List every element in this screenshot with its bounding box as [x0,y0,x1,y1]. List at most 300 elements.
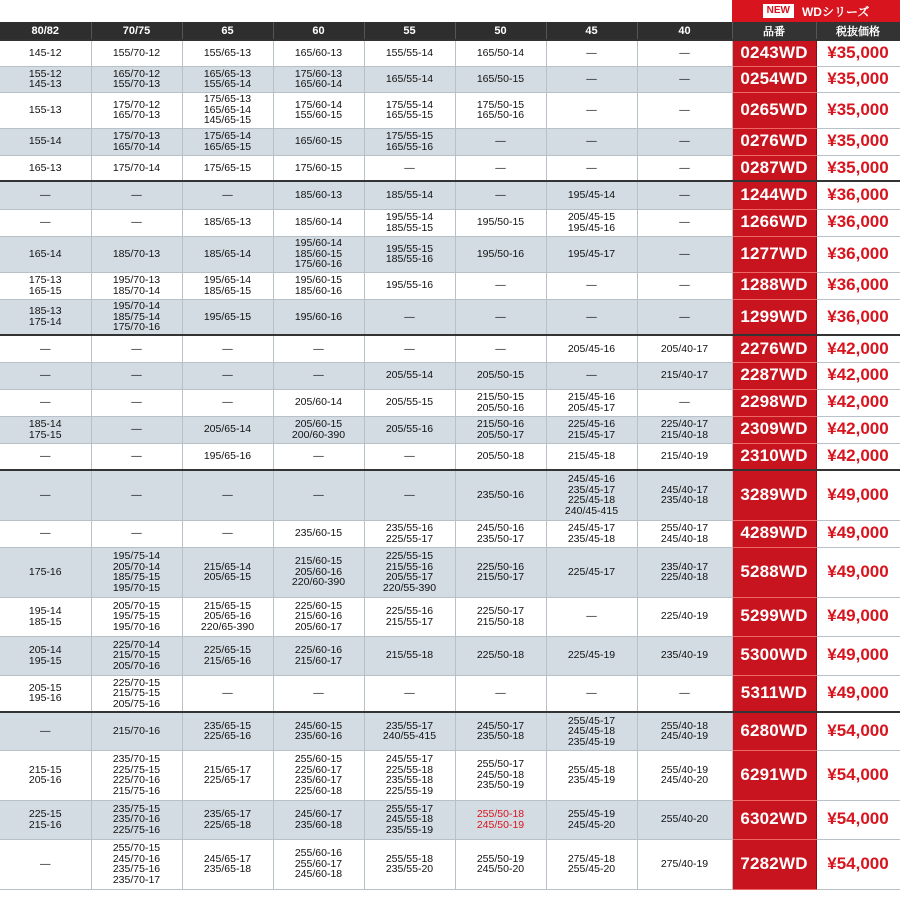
size-value: 195-16 [28,692,62,705]
table-row [0,362,900,389]
size-value: 175/50-15 [476,98,525,111]
size-cell [182,750,273,800]
size-cell [0,636,91,675]
size-cell [91,597,182,636]
size-value: 185/65-14 [203,247,252,260]
price: ¥54,000 [816,712,900,750]
size-cell [273,299,364,335]
size-value: 255/45-17 [567,714,616,727]
size-value: 235/45-19 [567,774,616,786]
size-value: 185/60-15 [294,247,343,260]
size-value: — [404,687,415,699]
size-cell [637,155,732,181]
table-row [0,272,900,299]
size-value: 245/50-18 [476,768,525,781]
size-cell [182,335,273,362]
size-cell [364,128,455,155]
size-value: 225/65-16 [203,730,252,743]
size-value: — [679,72,690,85]
part-number: 0287WD [732,155,816,181]
size-value: 235/50-16 [476,489,525,501]
size-value: 185/75-15 [112,571,161,583]
size-value: 235/65-15 [203,719,252,732]
size-value: 145/65-15 [203,114,252,127]
size-value: 205/55-16 [385,423,434,436]
size-value: 165/70-13 [112,109,161,121]
size-value: 205-16 [28,774,62,786]
size-value: 215/75-15 [112,687,161,699]
size-value: 195/70-15 [112,581,161,594]
size-value: — [586,47,597,59]
size-value: 225/65-15 [203,644,252,656]
size-value: 205/45-16 [567,342,616,355]
size-cell [91,839,182,889]
size-value: 215/40-17 [660,369,709,382]
price: ¥54,000 [816,839,900,889]
size-value: — [131,489,142,501]
size-value: 175/60-13 [294,67,343,80]
table-row [0,155,900,181]
size-value: 215/50-15 [476,391,525,403]
price: ¥35,000 [816,66,900,92]
size-value: 195/60-14 [294,237,343,250]
size-value: 165/70-12 [112,67,161,80]
size-cell [0,712,91,750]
size-value: 215/65-15 [203,599,252,612]
table-row [0,839,900,889]
table-row [0,675,900,712]
part-number: 0254WD [732,66,816,92]
size-cell [91,272,182,299]
size-cell [364,209,455,236]
size-value: 245/45-16 [567,473,616,486]
size-value: 175-15 [28,428,62,441]
size-cell [637,547,732,597]
size-table [0,22,900,890]
size-cell [91,299,182,335]
size-value: 175-14 [28,315,62,328]
price: ¥42,000 [816,389,900,416]
size-cell [455,362,546,389]
size-value: 275/45-18 [567,852,616,865]
size-value: — [404,489,415,501]
part-number: 5299WD [732,597,816,636]
size-cell [364,181,455,209]
size-cell [364,92,455,128]
size-value: — [586,161,597,174]
size-value: 195-14 [28,605,62,617]
table-row [0,416,900,443]
size-cell [0,66,91,92]
header-row [0,22,900,40]
table-row [0,389,900,416]
size-value: 185-13 [28,305,62,318]
part-number: 6302WD [732,800,816,839]
part-number: 1266WD [732,209,816,236]
size-cell [364,416,455,443]
size-value: 195/45-16 [567,221,616,234]
size-value: 215/45-17 [567,428,616,441]
size-value: 235/40-17 [660,560,709,573]
size-cell [455,40,546,66]
size-cell [0,236,91,272]
size-value: 200/60-390 [291,428,346,441]
col-header-price: 税抜価格 [816,22,900,40]
size-value: 195/70-16 [112,620,161,633]
size-value: 235/55-16 [385,522,434,534]
size-cell [273,181,364,209]
size-value: — [586,135,597,148]
size-value: 215/60-16 [294,610,343,623]
size-value: 245/40-20 [660,774,709,786]
size-value: 225/60-16 [294,644,343,656]
size-cell [91,92,182,128]
size-cell [0,335,91,362]
size-value: 165/70-14 [112,140,161,153]
size-value: 235/50-18 [476,730,525,743]
size-cell [273,547,364,597]
size-cell [182,209,273,236]
size-value: — [495,161,506,174]
size-cell [364,800,455,839]
price: ¥49,000 [816,520,900,547]
size-value: 175/65-13 [203,93,252,106]
size-value: 255/50-17 [476,758,525,771]
size-cell [0,470,91,520]
size-value: 165/60-13 [294,47,343,59]
size-cell [91,236,182,272]
size-value: 225/40-18 [660,571,709,583]
size-value: 240/45-415 [564,504,619,517]
size-cell [455,470,546,520]
table-row [0,443,900,470]
size-value: — [586,103,597,116]
size-value: — [40,450,51,462]
size-value: 205/55-14 [385,369,434,382]
size-cell [637,92,732,128]
size-value: 255/60-17 [294,857,343,870]
size-cell [182,92,273,128]
size-cell [182,416,273,443]
size-value: 185/70-14 [112,284,161,297]
size-value: 165/60-15 [294,135,343,148]
size-cell [546,636,637,675]
size-cell [546,675,637,712]
size-cell [273,128,364,155]
size-value: — [313,369,324,382]
size-value: 205/70-15 [112,599,161,612]
size-cell [273,272,364,299]
size-cell [364,272,455,299]
size-value: — [40,342,51,355]
size-cell [182,40,273,66]
size-cell [637,335,732,362]
size-value: — [131,189,142,201]
size-cell [364,389,455,416]
size-value: — [131,396,142,409]
size-cell [546,209,637,236]
size-value: — [679,189,690,201]
size-cell [546,272,637,299]
size-cell [546,299,637,335]
size-value: 220/60-390 [291,576,346,589]
size-value: 245/40-19 [660,730,709,743]
size-value: 175/65-14 [203,130,252,142]
table-row [0,335,900,362]
size-value: — [586,310,597,323]
size-value: 235/60-18 [294,818,343,831]
size-value: — [40,396,51,409]
size-value: — [40,189,51,201]
size-value: 155-14 [28,135,62,148]
size-value: — [40,857,51,870]
size-value: 165/65-15 [203,140,252,153]
size-cell [364,66,455,92]
size-value: — [586,687,597,699]
size-value: 235/45-17 [567,483,616,496]
table-row [0,597,900,636]
size-cell [91,66,182,92]
size-value: 235/40-19 [660,649,709,662]
size-value: 175/70-14 [112,161,161,174]
size-value: 165/50-14 [476,47,525,59]
size-cell [364,597,455,636]
size-cell [0,443,91,470]
size-value: 215/65-14 [203,560,252,573]
size-cell [182,547,273,597]
size-value: 235/70-16 [112,813,161,826]
size-cell [91,181,182,209]
size-value: — [131,216,142,229]
size-value: 235/40-18 [660,494,709,507]
size-value: 165-14 [28,247,62,260]
size-cell [91,335,182,362]
size-cell [637,800,732,839]
size-cell [364,299,455,335]
size-value: 215/50-16 [476,418,525,430]
size-value: 205/55-17 [385,571,434,583]
size-value: 155/65-14 [203,78,252,90]
size-value: 205/45-15 [567,211,616,223]
size-cell [455,800,546,839]
size-value: 155-13 [28,103,62,116]
price: ¥36,000 [816,209,900,236]
size-value: 195/65-15 [203,310,252,323]
size-cell [182,520,273,547]
size-cell [0,750,91,800]
price: ¥49,000 [816,547,900,597]
size-cell [455,675,546,712]
size-cell [364,675,455,712]
size-value: — [495,310,506,323]
size-value: 195/60-16 [294,310,343,323]
col-header-part-number: 品番 [732,22,816,40]
size-value: 255/60-16 [294,847,343,860]
col-header-70-75: 70/75 [91,22,182,40]
size-value: 255/60-15 [294,753,343,765]
size-cell [182,675,273,712]
size-value: 155/60-15 [294,109,343,121]
size-cell [0,675,91,712]
size-cell [182,128,273,155]
size-cell [0,597,91,636]
size-value: 215/60-17 [294,654,343,667]
size-value: — [586,369,597,382]
size-value: — [679,216,690,229]
size-value: 215/60-15 [294,555,343,568]
size-value: 215/50-18 [476,615,525,628]
size-cell [182,597,273,636]
size-value: — [495,135,506,148]
size-cell [546,92,637,128]
size-value: 235/65-18 [203,863,252,875]
size-value: 255/45-18 [567,763,616,776]
size-value: 225/75-15 [112,763,161,776]
size-value: 195/65-16 [203,450,252,462]
size-cell [273,675,364,712]
size-value: 175/60-15 [294,161,343,174]
size-cell [546,520,637,547]
price: ¥49,000 [816,675,900,712]
size-value: 255/55-18 [385,852,434,865]
size-cell [546,712,637,750]
price: ¥54,000 [816,750,900,800]
size-value: — [404,342,415,355]
size-cell [637,839,732,889]
size-value: 185/70-13 [112,247,161,260]
size-cell [546,236,637,272]
size-cell [364,40,455,66]
size-value: 175/60-16 [294,258,343,271]
size-value: 175/55-15 [385,130,434,142]
size-cell [0,92,91,128]
size-value: 215/45-16 [567,391,616,403]
size-cell [91,547,182,597]
size-value: 155-12 [28,67,62,80]
size-cell [0,362,91,389]
size-value: 225-15 [28,808,62,820]
size-value: 220/65-390 [200,620,255,633]
price: ¥35,000 [816,155,900,181]
size-cell [637,209,732,236]
part-number: 1288WD [732,272,816,299]
size-value: 225/40-17 [660,418,709,430]
table-row [0,181,900,209]
size-value: 185-15 [28,615,62,628]
size-cell [364,636,455,675]
size-cell [91,155,182,181]
size-value: 185/65-15 [203,284,252,297]
size-value: 205/50-15 [476,369,525,382]
size-value: 225/70-15 [112,676,161,689]
size-cell [182,155,273,181]
size-cell [91,750,182,800]
size-value: 195/70-13 [112,274,161,286]
size-value: 245/55-18 [385,813,434,826]
price: ¥36,000 [816,181,900,209]
size-value: 225/75-16 [112,823,161,836]
size-value: 225/40-19 [660,610,709,623]
size-value: — [222,342,233,355]
size-cell [273,362,364,389]
size-value: 245/65-17 [203,852,252,865]
size-cell [91,209,182,236]
size-value: 205/50-16 [476,401,525,414]
size-value: 205-15 [28,681,62,694]
size-value: 205/60-15 [294,418,343,430]
size-value: 195/60-15 [294,274,343,286]
size-value: 225/55-16 [385,605,434,617]
size-value: 205/70-16 [112,659,161,672]
table-row [0,92,900,128]
size-value: 235/60-15 [294,527,343,540]
size-value: — [313,687,324,699]
size-value: 220/55-390 [382,581,437,594]
size-value: 215/45-18 [567,450,616,462]
size-cell [273,92,364,128]
size-cell [455,636,546,675]
size-cell [546,547,637,597]
size-value: 245/40-18 [660,532,709,545]
size-value: 205/40-17 [660,342,709,355]
size-cell [637,128,732,155]
price: ¥42,000 [816,443,900,470]
size-cell [91,389,182,416]
size-value: — [40,369,51,382]
size-cell [455,181,546,209]
size-value: — [586,72,597,85]
size-cell [0,547,91,597]
size-value: 225/70-14 [112,638,161,651]
size-cell [273,750,364,800]
size-value: — [679,47,690,59]
size-cell [546,155,637,181]
size-cell [546,335,637,362]
size-cell [273,335,364,362]
part-number: 1277WD [732,236,816,272]
table-row [0,547,900,597]
size-cell [455,597,546,636]
size-value: 215/65-16 [203,654,252,667]
size-value: 205-14 [28,644,62,656]
size-value: 240/55-415 [382,730,437,743]
size-value: 195-15 [28,654,62,667]
part-number: 3289WD [732,470,816,520]
price: ¥54,000 [816,800,900,839]
table-row [0,470,900,520]
size-value: — [313,342,324,355]
part-number: 1299WD [732,299,816,335]
size-value: 205/60-17 [294,620,343,633]
col-header-55: 55 [364,22,455,40]
size-value: 185/55-14 [385,189,434,201]
price: ¥36,000 [816,272,900,299]
size-value: 225/45-18 [567,494,616,507]
size-value: — [40,725,51,737]
size-cell [637,520,732,547]
size-cell [0,299,91,335]
col-header-80-82: 80/82 [0,22,91,40]
size-value: 195/75-14 [112,550,161,562]
size-value: — [679,135,690,148]
size-value: 215/75-16 [112,784,161,797]
size-value: 245/50-17 [476,719,525,732]
size-value: — [222,369,233,382]
size-cell [546,66,637,92]
part-number: 1244WD [732,181,816,209]
size-value: 185-14 [28,418,62,430]
size-value: 225/45-17 [567,565,616,578]
